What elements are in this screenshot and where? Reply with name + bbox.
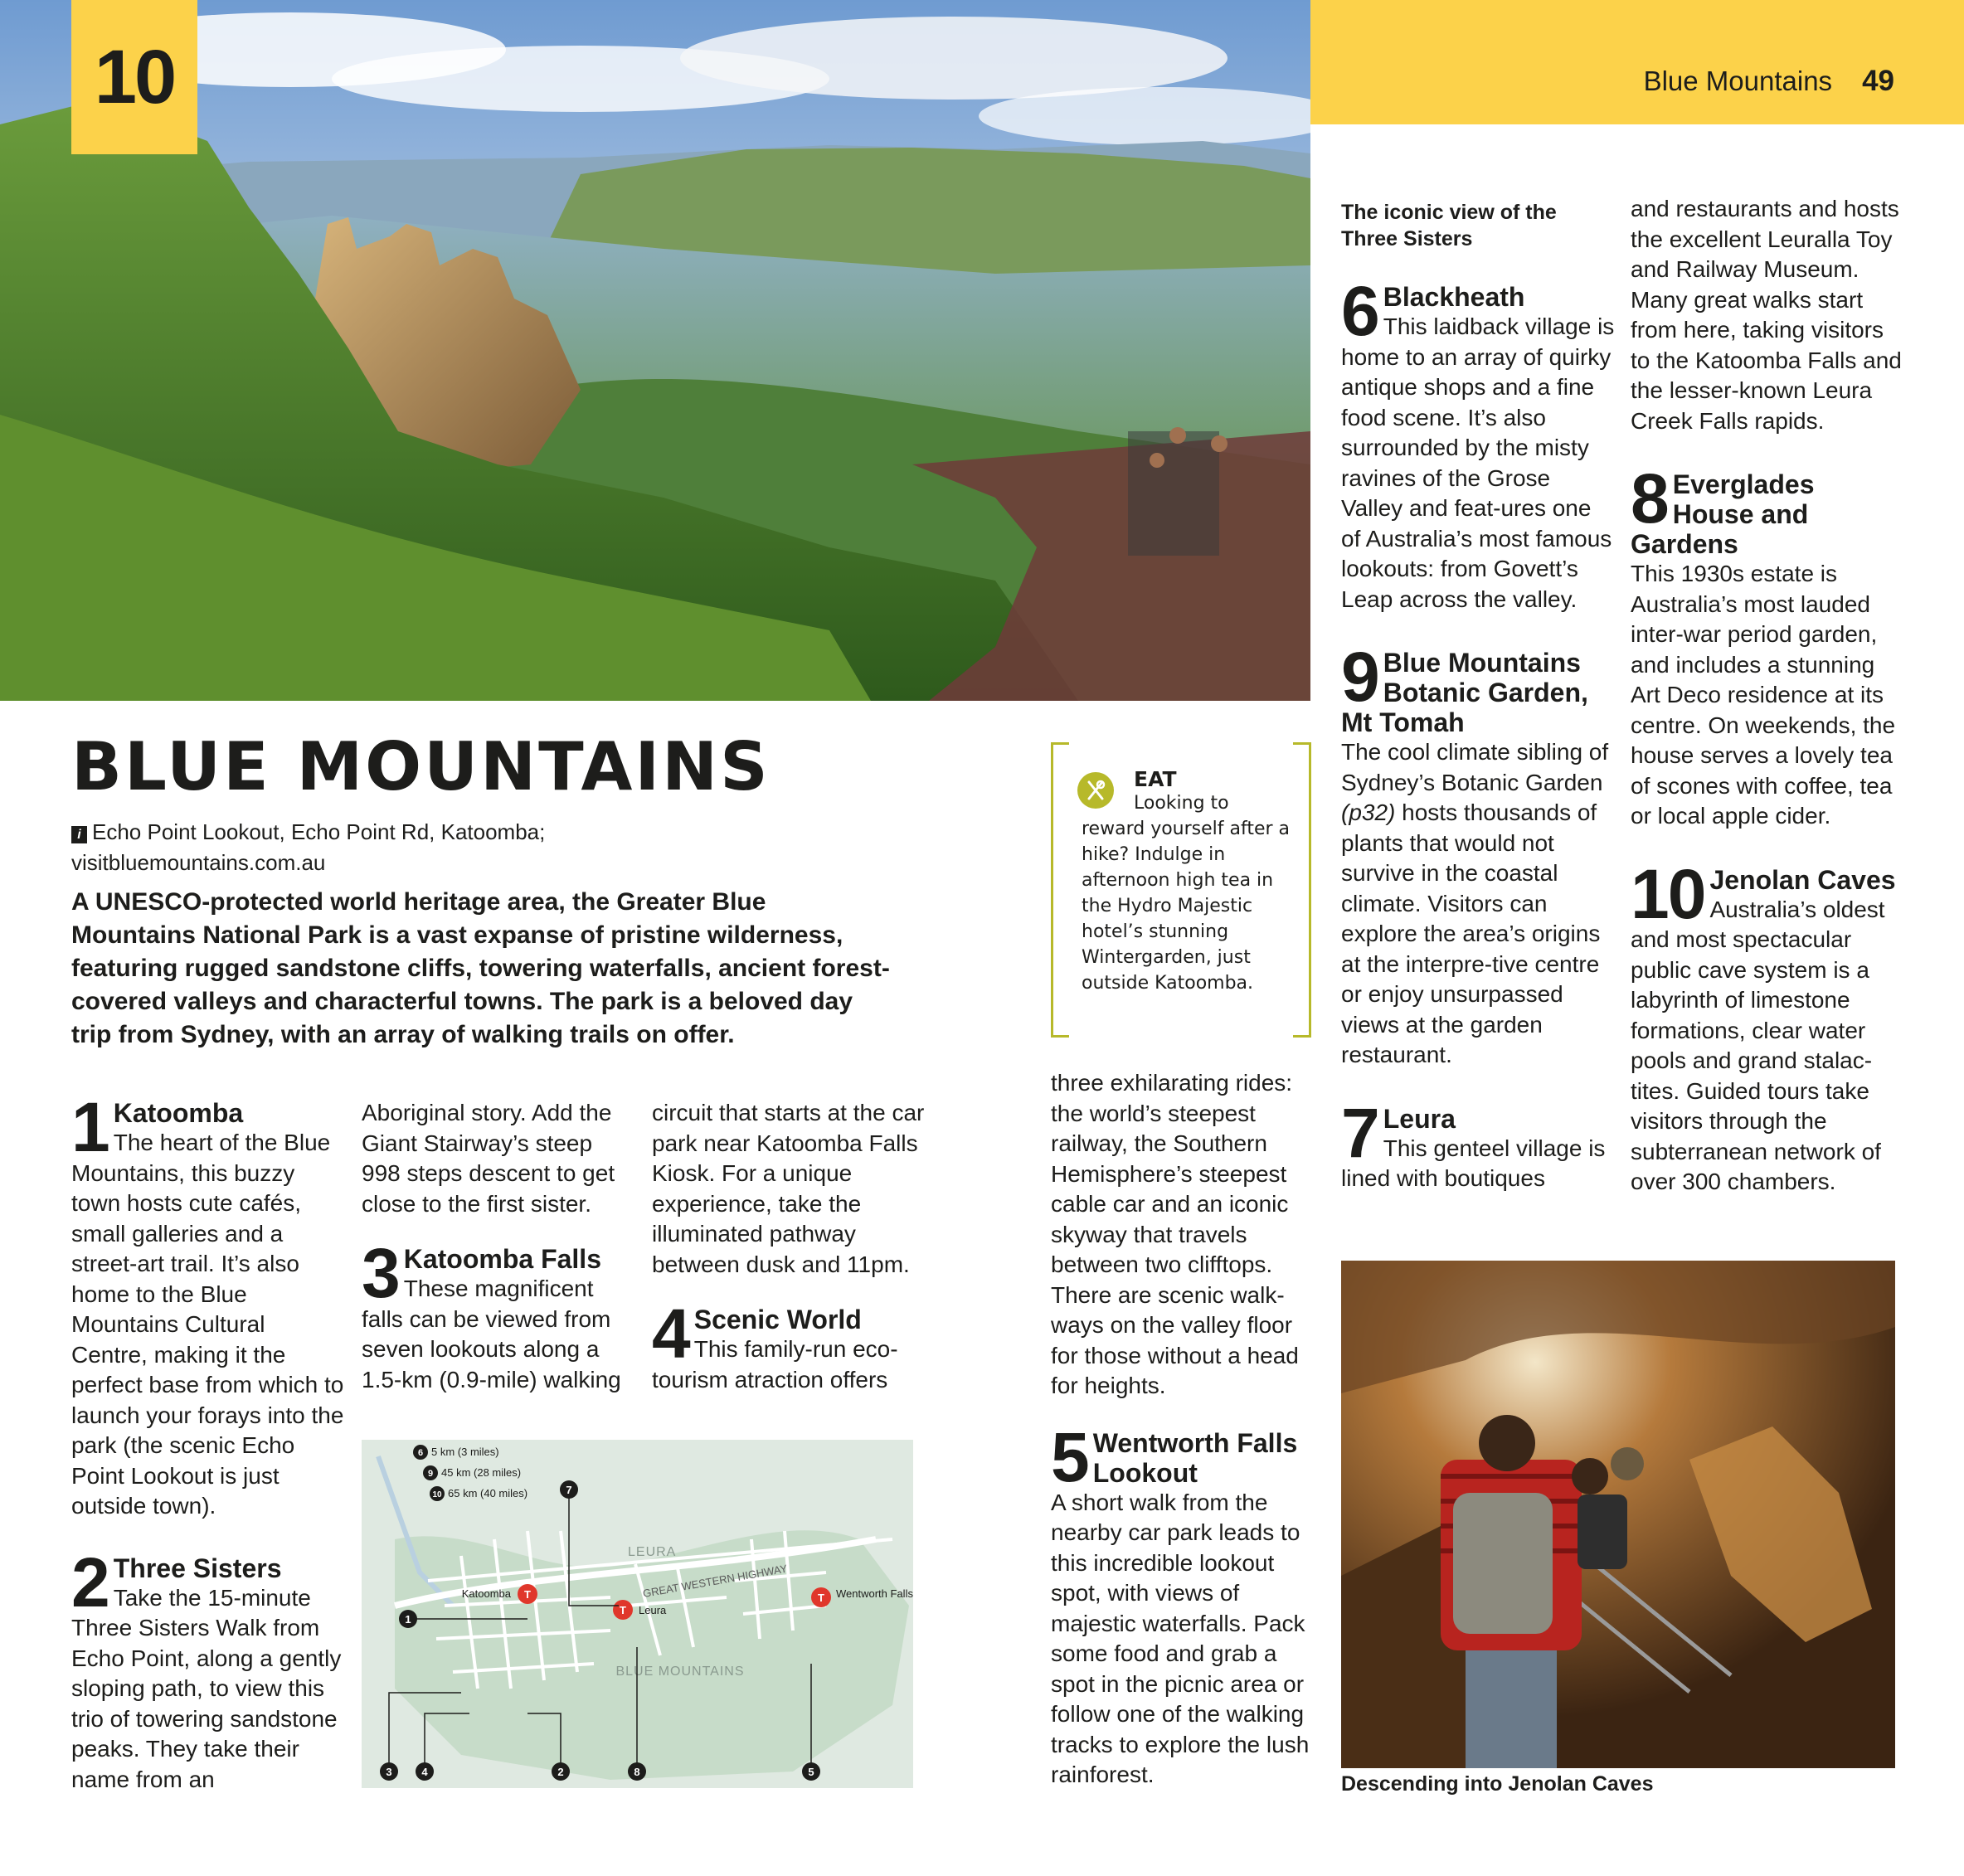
- entry-heading: Katoomba Falls: [403, 1244, 601, 1274]
- spacer: [652, 1280, 926, 1305]
- entry-8: [1631, 459, 1904, 832]
- entry-heading: Wentworth Falls Lookout: [1092, 1427, 1298, 1488]
- top-ten-badge: 10: [71, 0, 197, 154]
- column-2: [362, 1098, 635, 1395]
- entry-number: 6: [1341, 272, 1378, 350]
- map-label-katoomba: Katoomba: [461, 1587, 511, 1600]
- running-head: [1644, 65, 1894, 98]
- entry-2-continued: Aboriginal story. Add the Giant Stairway’s steep 998 steps descent to get close to the first sister.: [362, 1100, 615, 1217]
- entry-number: 1: [71, 1088, 109, 1166]
- entry-heading: Gardens: [1631, 529, 1738, 559]
- entry-number: 9: [1341, 638, 1378, 716]
- entry-heading: Mt Tomah: [1341, 707, 1465, 737]
- entry-text: Take the 15-minute Three Sisters Walk from Echo Point, along a gently sloping path, to view this trio of towering sandstone peaks. They take their name from an: [71, 1584, 342, 1792]
- entry-5: [1051, 1417, 1325, 1791]
- map-marker: 2: [557, 1766, 564, 1778]
- page-reference: (p32): [1341, 799, 1396, 825]
- map-label-leura: LEURA: [628, 1545, 677, 1559]
- map-marker: 3: [386, 1766, 392, 1778]
- entry-number: 8: [1631, 459, 1668, 537]
- entry-text: This 1930s estate is Australia’s most lauded inter-war period garden, and includes a stunning Art Deco residence at its centre. On weekends, the house serves a lovely tea of scones with coffee, tea or local apple cider.: [1631, 561, 1896, 829]
- entry-9: [1341, 638, 1615, 1071]
- cave-photo: [1341, 1261, 1895, 1768]
- info-block: [71, 817, 545, 878]
- entry-heading: Scenic World: [693, 1305, 862, 1334]
- map-label-wentworth: Wentworth Falls: [836, 1587, 913, 1600]
- section-name: Blue Mountains: [1643, 66, 1833, 96]
- entry-heading: Blue Mountains: [1383, 648, 1581, 678]
- entry-text: This genteel village is lined with boutiques: [1341, 1135, 1606, 1191]
- map-distance-marker: 10: [432, 1490, 442, 1499]
- eat-sidebar: [1051, 742, 1311, 1038]
- cave-caption: Descending into Jenolan Caves: [1341, 1772, 1654, 1796]
- map-distance-marker: 6: [417, 1448, 424, 1458]
- column-4: [1051, 1068, 1325, 1791]
- header-band: [1310, 0, 1964, 124]
- page-title: BLUE MOUNTAINS: [71, 728, 771, 805]
- map-marker: 8: [634, 1766, 640, 1778]
- entry-number: 2: [71, 1543, 109, 1621]
- spacer: [1341, 1071, 1615, 1104]
- train-station-icon: T: [620, 1604, 626, 1616]
- entry-6: [1341, 272, 1615, 615]
- hero-caption: The iconic view of the Three Sisters: [1341, 201, 1557, 250]
- map-marker: 7: [566, 1484, 572, 1496]
- entry-text: The heart of the Blue Mountains, this buzzy town hosts cute cafés, small galleries and a street-art trail. It’s also home to the Blue Mountains Cultural Centre, making it the perfect base from which to launch your forays into the park (the scenic Echo Point Lookout is just outside town).: [71, 1130, 344, 1519]
- map-distance-text: 65 km (40 miles): [448, 1487, 528, 1499]
- spacer: [71, 1522, 345, 1553]
- column-5: [1341, 272, 1615, 1194]
- entry-number: 5: [1051, 1417, 1088, 1496]
- eat-title: EAT: [1134, 767, 1177, 791]
- map-distance-marker: 9: [427, 1469, 434, 1479]
- entry-text: This family-run eco-tourism atraction offers: [652, 1336, 898, 1392]
- map-marker: 4: [421, 1766, 428, 1778]
- entry-text: The cool climate sibling of Sydney’s Botanic Garden: [1341, 739, 1609, 795]
- entry-heading: Three Sisters: [113, 1553, 282, 1583]
- entry-heading: Jenolan Caves: [1709, 864, 1896, 895]
- entry-text-cont: hosts thousands of plants that would not survive in the coastal climate. Visitors can explore the area’s origins at the interpre-tive centre or enjoy unsurpassed views at the garden restaurant.: [1341, 799, 1601, 1067]
- entry-heading: Everglades: [1672, 469, 1815, 499]
- page-number: 49: [1862, 65, 1894, 97]
- spacer: [1631, 436, 1904, 469]
- spacer: [1051, 1402, 1325, 1428]
- map-marker: 1: [405, 1613, 411, 1626]
- entry-heading: Leura: [1383, 1103, 1456, 1134]
- info-icon: i: [71, 826, 87, 843]
- column-6: [1631, 194, 1904, 1198]
- entry-text: This laidback village is home to an array of quirky antique shops and a fine food scene. It’s also surrounded by the misty ravines of the Grose Valley and feat-ures one of Australia’s most famous lookouts: from Govett’s Leap across the valley.: [1341, 313, 1615, 612]
- entry-3-continued: circuit that starts at the car park near Katoomba Falls Kiosk. For a unique experience, take the illuminated pathway between dusk and 11pm.: [652, 1100, 925, 1277]
- entry-number: 4: [652, 1295, 689, 1373]
- column-1: [71, 1088, 345, 1795]
- entry-heading: Katoomba: [113, 1098, 244, 1128]
- entry-heading: House and: [1672, 499, 1809, 529]
- train-station-icon: T: [818, 1592, 824, 1604]
- entry-text: Australia’s oldest and most spectacular public cave system is a labyrinth of limestone formations, clear water pools and grand stalac-tites. Guided tours take visitors through the subterranean network of over 300 chambers.: [1631, 896, 1885, 1194]
- entry-number: 10: [1631, 854, 1705, 933]
- entry-1: [71, 1088, 345, 1522]
- map-label-highway: GREAT WESTERN HIGHWAY: [641, 1562, 789, 1600]
- entry-4-continued: three exhilarating rides: the world’s steepest railway, the Southern Hemisphere’s steepest cable car and an iconic skyway that travels between two clifftops. There are scenic walk-ways on the valley floor for those without a head for heights.: [1051, 1070, 1299, 1398]
- entry-heading: Botanic Garden,: [1383, 678, 1588, 707]
- entry-heading: Blackheath: [1383, 282, 1525, 312]
- map-label-leura-station: Leura: [639, 1604, 667, 1616]
- lead-paragraph: A UNESCO-protected world heritage area, the Greater Blue Mountains National Park is a vast expanse of pristine wilderness, featuring rugged sandstone cliffs, towering waterfalls, ancient forest-covered valleys and characterful towns. The park is a beloved day trip from Sydney, with an array of walking trails on offer.: [71, 888, 890, 1048]
- map-distance-text: 5 km (3 miles): [431, 1446, 499, 1458]
- entry-text: A short walk from the nearby car park leads to this incredible lookout spot, with views of majestic waterfalls. Pack some food and grab a spot in the picnic area or follow one of the walking tracks to explore the lush rainforest.: [1051, 1489, 1310, 1787]
- entry-7-continued: and restaurants and hosts the excellent Leuralla Toy and Railway Museum. Many great walks start from here, taking visitors to the Katoomba Falls and the lesser-known Leura Creek Falls rapids.: [1631, 196, 1902, 434]
- map-label-park: BLUE MOUNTAINS: [615, 1665, 745, 1679]
- bracket-left: [1051, 742, 1069, 1038]
- entry-7: [1341, 1093, 1615, 1194]
- address: Echo Point Lookout, Echo Point Rd, Katoomba;: [92, 819, 546, 844]
- map-marker: 5: [808, 1766, 814, 1778]
- entry-4: [652, 1295, 926, 1395]
- train-station-icon: T: [524, 1588, 531, 1601]
- map-distance-text: 45 km (28 miles): [441, 1466, 522, 1479]
- eat-text: Looking to reward yourself after a hike? Indulge in afternoon high tea in the Hydro Majestic hotel’s stunning Wintergarden, just outside Katoomba.: [1082, 793, 1291, 994]
- spacer: [362, 1219, 635, 1244]
- entry-text: These magnificent falls can be viewed from seven lookouts along a 1.5-km (0.9-mile) walking: [362, 1276, 621, 1392]
- spacer: [1341, 615, 1615, 648]
- entry-10: [1631, 854, 1904, 1198]
- entry-number: 3: [362, 1234, 399, 1312]
- entry-2: [71, 1543, 345, 1796]
- locator-map: [362, 1440, 913, 1788]
- website-link[interactable]: visitbluemountains.com.au: [71, 850, 326, 875]
- entry-3: [362, 1234, 635, 1395]
- column-3: [652, 1098, 926, 1395]
- entry-number: 7: [1341, 1093, 1378, 1172]
